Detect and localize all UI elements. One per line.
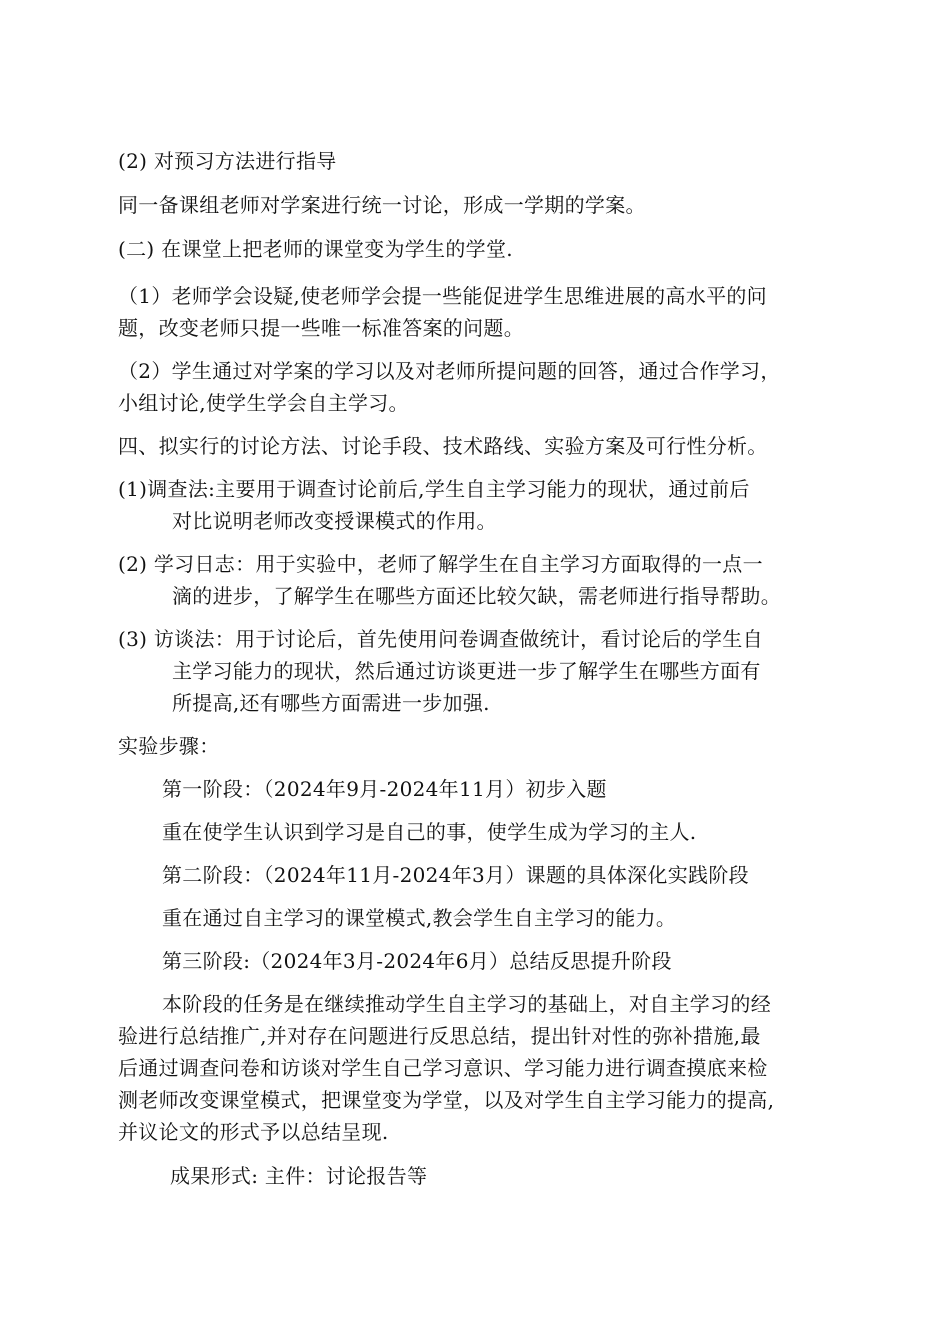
stage-three-paragraph-line-3: 后通过调查问卷和访谈对学生自己学习意识、学习能力进行调查摸底来检: [118, 1056, 768, 1080]
paragraph-lesson-plan: 同一备课组老师对学案进行统一讨论，形成一学期的学案。: [118, 193, 646, 217]
item-interview-method-line-1: (3) 访谈法：用于讨论后，首先使用问卷调查做统计，看讨论后的学生自: [118, 627, 763, 651]
item-teacher-questioning-line-2: 题，改变老师只提一些唯一标准答案的问题。: [118, 316, 524, 340]
item-student-learning-line-1: （2）学生通过对学案的学习以及对老师所提问题的回答，通过合作学习，: [118, 359, 781, 383]
stage-three-paragraph-line-4: 测老师改变课堂模式，把课堂变为学堂，以及对学生自主学习能力的提高,: [118, 1088, 775, 1112]
item-survey-method-line-2: 对比说明老师改变授课模式的作用。: [172, 509, 497, 533]
stage-three-title: 第三阶段:（2024年3月-2024年6月）总结反思提升阶段: [162, 949, 672, 973]
stage-three-paragraph-line-5: 并议论文的形式予以总结呈现.: [118, 1120, 389, 1144]
item-interview-method-line-3: 所提高,还有哪些方面需进一步加强.: [172, 691, 490, 715]
heading-classroom: (二) 在课堂上把老师的课堂变为学生的学堂.: [118, 237, 513, 261]
heading-preview-guidance: (2) 对预习方法进行指导: [118, 149, 337, 173]
stage-two-description: 重在通过自主学习的课堂模式,教会学生自主学习的能力。: [162, 906, 677, 930]
stage-one-title: 第一阶段：（2024年9月-2024年11月）初步入题: [162, 777, 607, 801]
item-learning-log-line-2: 滴的进步，了解学生在哪些方面还比较欠缺，需老师进行指导帮助。: [172, 584, 781, 608]
deliverables-line: 成果形式: 主件：讨论报告等: [170, 1164, 428, 1188]
item-learning-log-line-1: (2) 学习日志：用于实验中，老师了解学生在自主学习方面取得的一点一: [118, 552, 763, 576]
stage-three-paragraph-line-1: 本阶段的任务是在继续推动学生自主学习的基础上，对自主学习的经: [162, 992, 771, 1016]
stage-one-description: 重在使学生认识到学习是自己的事，使学生成为学习的主人.: [162, 820, 697, 844]
item-survey-method-line-1: (1)调查法:主要用于调查讨论前后,学生自主学习能力的现状，通过前后: [118, 477, 750, 501]
stage-three-paragraph-line-2: 验进行总结推广,并对存在问题进行反思总结，提出针对性的弥补措施,最: [118, 1024, 761, 1048]
item-interview-method-line-2: 主学习能力的现状，然后通过访谈更进一步了解学生在哪些方面有: [172, 659, 761, 683]
stage-two-title: 第二阶段：（2024年11月-2024年3月）课题的具体深化实践阶段: [162, 863, 749, 887]
item-student-learning-line-2: 小组讨论,使学生学会自主学习。: [118, 391, 409, 415]
heading-research-methods: 四、拟实行的讨论方法、讨论手段、技术路线、实验方案及可行性分析。: [118, 434, 768, 458]
heading-experiment-steps: 实验步骤：: [118, 734, 220, 758]
item-teacher-questioning-line-1: （1）老师学会设疑,使老师学会提一些能促进学生思维进展的高水平的问: [118, 284, 767, 308]
